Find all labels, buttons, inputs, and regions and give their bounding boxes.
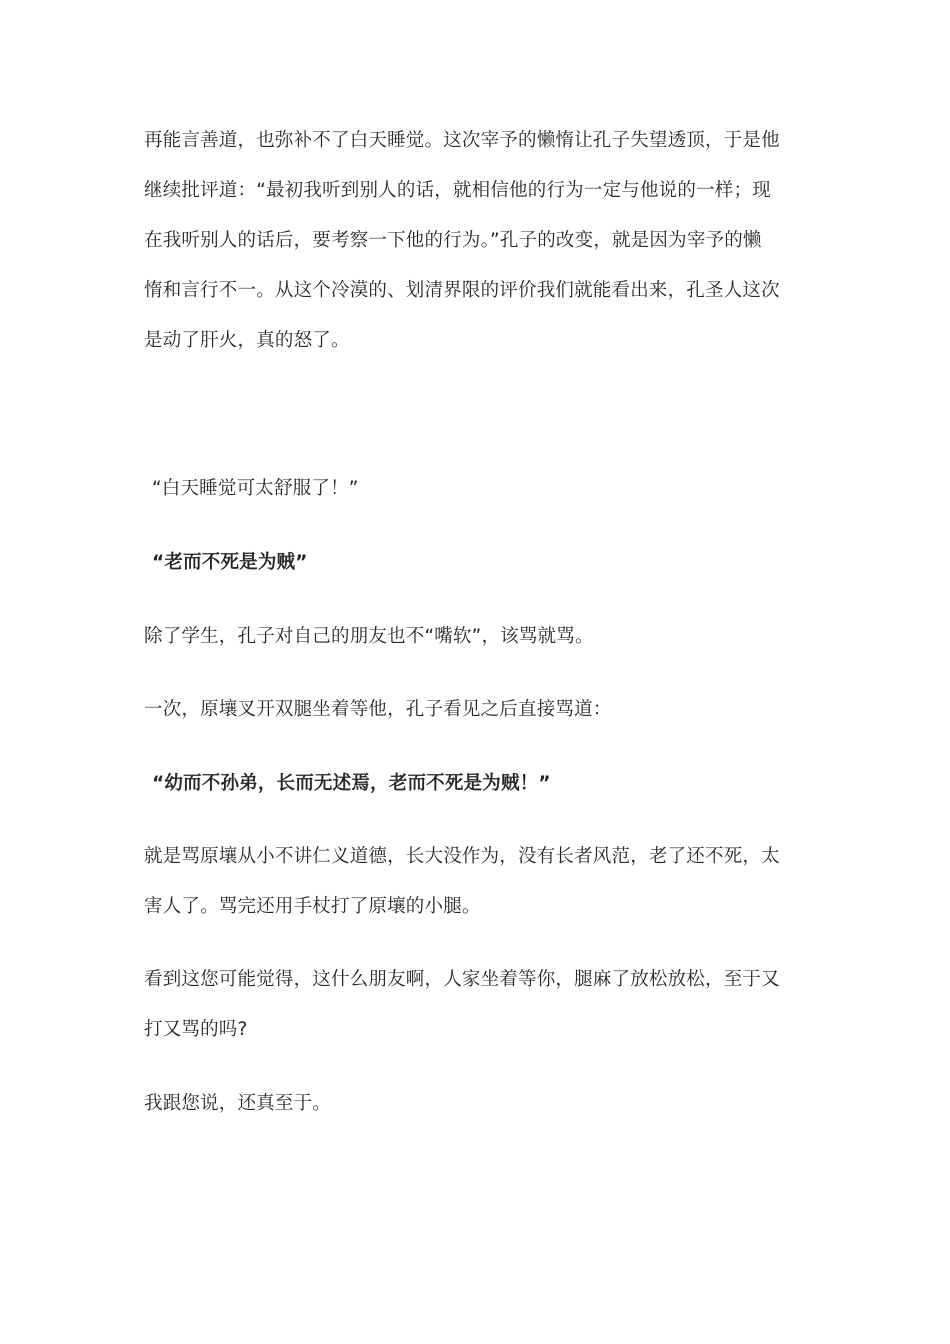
paragraph-6: 我跟您说，还真至于。 xyxy=(144,1093,332,1114)
paragraph-4-line-2: 害人了。骂完还用手杖打了原壤的小腿。 xyxy=(144,896,481,917)
paragraph-4-line-1: 就是骂原壤从小不讲仁义道德，长大没作为，没有长者风范，老了还不死，太 xyxy=(144,846,780,867)
quote: “幼而不孙弟，长而无述焉，老而不死是为贼！” xyxy=(152,773,551,794)
paragraph-5-line-1: 看到这您可能觉得，这什么朋友啊，人家坐着等你，腿麻了放松放松，至于又 xyxy=(144,969,780,990)
section-heading: “老而不死是为贼” xyxy=(152,552,308,573)
paragraph-2: 除了学生，孔子对自己的朋友也不“嘴软”，该骂就骂。 xyxy=(144,626,594,647)
paragraph-1-line-4: 惰和言行不一。从这个冷漠的、划清界限的评价我们就能看出来，孔圣人这次 xyxy=(144,280,780,301)
paragraph-5-line-2: 打又骂的吗? xyxy=(144,1019,248,1040)
image-caption: “白天睡觉可太舒服了！” xyxy=(152,478,359,499)
paragraph-1-line-1: 再能言善道，也弥补不了白天睡觉。这次宰予的懒惰让孔子失望透顶，于是他 xyxy=(144,130,780,151)
paragraph-1-line-5: 是动了肝火，真的怒了。 xyxy=(144,330,350,351)
paragraph-3: 一次，原壤叉开双腿坐着等他，孔子看见之后直接骂道： xyxy=(144,699,612,720)
paragraph-1-line-2: 继续批评道：“最初我听到别人的话，就相信他的行为一定与他说的一样；现 xyxy=(144,180,771,201)
paragraph-1-line-3: 在我听别人的话后，要考察一下他的行为。”孔子的改变，就是因为宰予的懒 xyxy=(144,230,762,251)
